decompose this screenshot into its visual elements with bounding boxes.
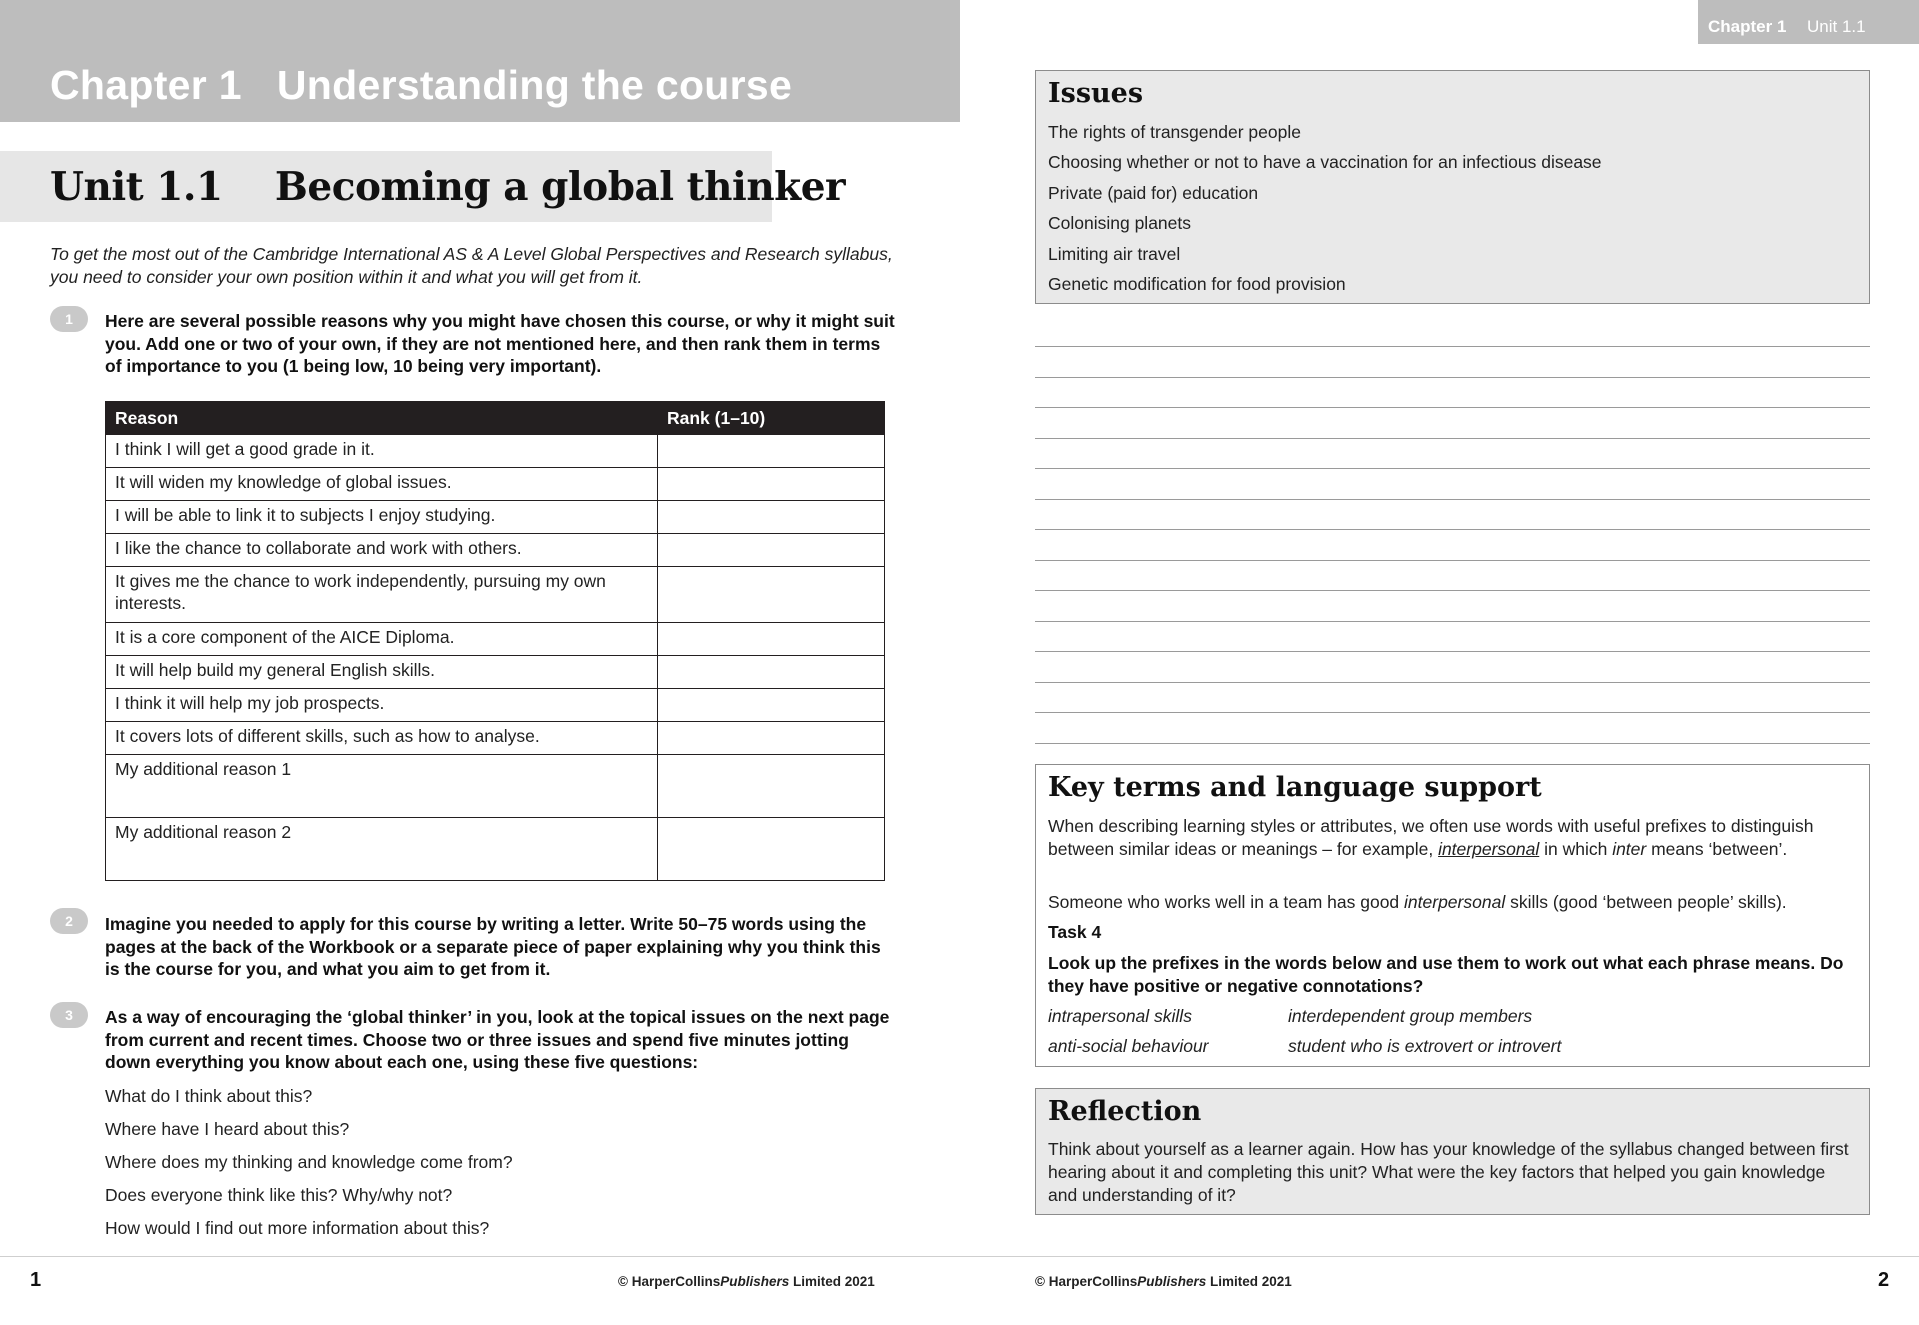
reflection-text: Think about yourself as a learner again. How has your knowledge of the syllabus changed between first hearing about it and completing this unit? What were the key factors that helped you gain knowledge and understanding of it?: [1048, 1139, 1849, 1205]
reason-cell: I think it will help my job prospects.: [106, 689, 658, 722]
copyright-text: © HarperCollins: [1035, 1274, 1138, 1289]
writing-line[interactable]: [1035, 346, 1870, 347]
writing-line[interactable]: [1035, 529, 1870, 530]
chapter-title: Chapter 1 Understanding the course: [50, 62, 793, 108]
table-row: [106, 435, 885, 468]
writing-line[interactable]: [1035, 743, 1870, 744]
issues-title: Issues: [1048, 78, 1144, 109]
reflection-question: Does everyone think like this? Why/why not?: [105, 1185, 453, 1205]
copyright-year: Limited 2021: [1206, 1274, 1292, 1289]
reflection-question: What do I think about this?: [105, 1086, 313, 1106]
writing-line[interactable]: [1035, 499, 1870, 500]
question-2-text: Imagine you needed to apply for this course by writing a letter. Write 50–75 words using the pages at the back of the Workbook or a separate piece of paper explaining why you think this is the course for you, and what you aim to get from it.: [105, 914, 881, 979]
reflection-question: Where does my thinking and knowledge come from?: [105, 1152, 513, 1172]
intro-text: To get the most out of the Cambridge International AS & A Level Global Perspectives and Research syllabus, you need to consider your own position within it and what you will get from it.: [50, 244, 893, 287]
writing-line[interactable]: [1035, 377, 1870, 378]
question-number-badge-2: 2: [50, 908, 88, 934]
running-header-chapter: Chapter 1: [1708, 17, 1787, 36]
key-terms-text: in which: [1539, 839, 1613, 859]
reason-cell: I will be able to link it to subjects I enjoy studying.: [106, 501, 658, 534]
phrase: student who is extrovert or introvert: [1288, 1036, 1562, 1056]
task-label: Task 4: [1048, 922, 1102, 942]
reason-cell: It covers lots of different skills, such as how to analyse.: [106, 722, 658, 755]
key-terms-text: skills (good ‘between people’ skills).: [1505, 892, 1787, 912]
running-header-unit: Unit 1.1: [1807, 17, 1866, 36]
writing-line[interactable]: [1035, 560, 1870, 561]
writing-line[interactable]: [1035, 590, 1870, 591]
rank-input-cell[interactable]: [658, 689, 885, 722]
additional-reason-cell[interactable]: My additional reason 1: [106, 755, 658, 818]
table-row: [106, 722, 885, 755]
reflection-question: Where have I heard about this?: [105, 1119, 350, 1139]
table-header-reason: Reason: [106, 402, 658, 435]
reason-cell: I like the chance to collaborate and work with others.: [106, 534, 658, 567]
phrase: anti-social behaviour: [1048, 1036, 1209, 1056]
rank-input-cell[interactable]: [658, 534, 885, 567]
copyright-publishers: Publishers: [720, 1274, 790, 1289]
writing-line[interactable]: [1035, 651, 1870, 652]
phrase: intrapersonal skills: [1048, 1006, 1192, 1026]
writing-line[interactable]: [1035, 468, 1870, 469]
table-row: [106, 468, 885, 501]
page-number-right: 2: [1878, 1269, 1890, 1291]
writing-line[interactable]: [1035, 407, 1870, 408]
reflection-title: Reflection: [1048, 1096, 1202, 1127]
rank-input-cell[interactable]: [658, 722, 885, 755]
table-row: [106, 689, 885, 722]
table-row: [106, 567, 885, 623]
table-row: [106, 623, 885, 656]
table-header-rank: Rank (1–10): [658, 402, 885, 435]
task-text: Look up the prefixes in the words below and use them to work out what each phrase means. Do they have positive or negative connotations?: [1048, 953, 1844, 996]
reason-cell: It will help build my general English skills.: [106, 656, 658, 689]
rank-input-cell[interactable]: [658, 656, 885, 689]
rank-input-cell[interactable]: [658, 468, 885, 501]
key-terms-paragraph-2: [1048, 891, 1863, 914]
reason-cell: It will widen my knowledge of global issues.: [106, 468, 658, 501]
issue-item: Limiting air travel: [1048, 244, 1181, 264]
copyright-year: Limited 2021: [789, 1274, 875, 1289]
reason-cell: I think I will get a good grade in it.: [106, 435, 658, 468]
table-row: [106, 818, 885, 881]
footer-divider: [0, 1256, 1919, 1257]
key-terms-text: means ‘between’.: [1646, 839, 1788, 859]
issue-item: Private (paid for) education: [1048, 183, 1259, 203]
writing-line[interactable]: [1035, 438, 1870, 439]
rank-input-cell[interactable]: [658, 755, 885, 818]
key-terms-paragraph-1: [1048, 815, 1853, 861]
unit-title: Unit 1.1 Becoming a global thinker: [50, 164, 846, 210]
writing-line[interactable]: [1035, 621, 1870, 622]
issue-item: Genetic modification for food provision: [1048, 274, 1346, 294]
issue-item: The rights of transgender people: [1048, 122, 1301, 142]
rank-input-cell[interactable]: [658, 567, 885, 623]
rank-input-cell[interactable]: [658, 623, 885, 656]
table-row: [106, 534, 885, 567]
writing-line[interactable]: [1035, 682, 1870, 683]
reasons-table: [105, 401, 885, 881]
key-term-interpersonal: interpersonal: [1404, 892, 1506, 912]
key-term-interpersonal: interpersonal: [1438, 839, 1540, 859]
question-number-badge-1: 1: [50, 306, 88, 332]
issue-item: Choosing whether or not to have a vaccination for an infectious disease: [1048, 152, 1602, 172]
reflection-question: How would I find out more information about this?: [105, 1218, 490, 1238]
rank-input-cell[interactable]: [658, 435, 885, 468]
issue-item: Colonising planets: [1048, 213, 1192, 233]
rank-input-cell[interactable]: [658, 501, 885, 534]
copyright-text: © HarperCollins: [618, 1274, 721, 1289]
copyright-right: [1035, 1274, 1292, 1289]
reason-cell: It is a core component of the AICE Diploma.: [106, 623, 658, 656]
key-terms-text: When describing learning styles or attributes, we often use words with useful prefixes to distinguish between similar ideas or meanings – for example,: [1048, 816, 1814, 859]
key-term-prefix: inter: [1612, 839, 1647, 859]
key-terms-text: Someone who works well in a team has good: [1048, 892, 1405, 912]
page-number-left: 1: [30, 1269, 42, 1291]
copyright-publishers: Publishers: [1137, 1274, 1207, 1289]
table-row: [106, 501, 885, 534]
reason-cell: It gives me the chance to work independently, pursuing my own interests.: [106, 567, 658, 623]
additional-reason-cell[interactable]: My additional reason 2: [106, 818, 658, 881]
question-number-badge-3: 3: [50, 1002, 88, 1028]
phrase: interdependent group members: [1288, 1006, 1533, 1026]
rank-input-cell[interactable]: [658, 818, 885, 881]
copyright-left: [618, 1274, 875, 1289]
key-terms-title: Key terms and language support: [1048, 772, 1542, 803]
question-3-text: As a way of encouraging the ‘global thinker’ in you, look at the topical issues on the next page from current and recent times. Choose two or three issues and spend five minutes jotting down everything you know about each one, using these five questions:: [105, 1007, 890, 1072]
question-1-text: Here are several possible reasons why you might have chosen this course, or why it might suit you. Add one or two of your own, if they are not mentioned here, and then rank them in terms of importance to you (1 being low, 10 being very important).: [105, 311, 895, 376]
table-row: [106, 656, 885, 689]
writing-line[interactable]: [1035, 712, 1870, 713]
table-row: [106, 755, 885, 818]
